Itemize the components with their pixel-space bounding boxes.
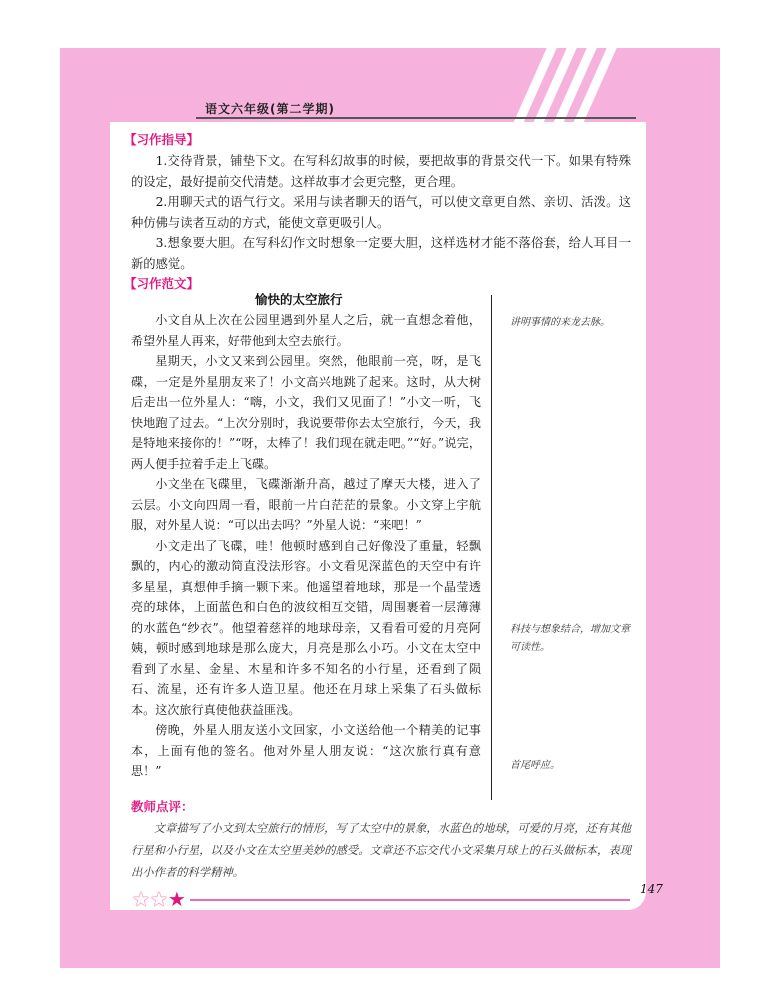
teacher-comment: 文章描写了小文到太空旅行的情形，写了太空中的景象，水蓝色的地球，可爱的月亮，还有其他行星和小行星，以及小文在太空里美妙的感受。文章还不忘交代小文采集月球上的石头做标本，表现出小作者的科学精神。: [131, 822, 631, 879]
essay-title: 愉快的太空旅行: [255, 292, 343, 307]
header-rule: [196, 117, 636, 119]
margin-note-2: 科技与想象结合，增加文章可读性。: [510, 624, 630, 653]
essay-paragraph-3: 小文坐在飞碟里，飞碟渐渐升高，越过了摩天大楼，进入了云层。小文向四周一看，眼前一片白茫茫的景象。小文穿上宇航服，对外星人说：“可以出去吗？”外星人说：“来吧！”: [131, 477, 481, 532]
guide-item-3: 3.想象要大胆。在写科幻作文时想象一定要大胆，这样选材才能不落俗套，给人耳目一新的感觉。: [131, 236, 631, 271]
essay-paragraph-1: 小文自从上次在公园里遇到外星人之后，就一直想念着他，希望外星人再来，好带他到太空去旅行。: [131, 313, 481, 348]
essay-paragraph-2: 星期天，小文又来到公园里。突然，他眼前一亮，呀，是飞碟，一定是外星朋友来了！小文高兴地跳了起来。这时，从大树后走出一位外星人：“嗨，小文，我们又见面了！”小文一听，飞快地跑了过去。“上次分别时，我说要带你去太空旅行，今天，我是特地来接你的！”“呀，太棒了！我们现在就走吧。”“好。”说完，两人便手拉着手走上飞碟。: [131, 354, 481, 471]
essay-paragraph-4: 小文走出了飞碟，哇！他顿时感到自己好像没了重量，轻飘飘的，内心的激动简直没法形容。小文看见深蓝色的天空中有许多星星，真想伸手摘一颗下来。他遥望着地球，那是一个晶莹透亮的球体，上面蓝色和白色的波纹相互交错，周围裹着一层薄薄的水蓝色“纱衣”。他望着慈祥的地球母亲，又看看可爱的月亮阿姨，顿时感到地球是那么庞大，月亮是那么小巧。小文在太空中看到了水星、金星、木星和许多不知名的小行星，还看到了陨石、流星，还有许多人造卫星。他还在月球上采集了石头做标本。这次旅行真使他获益匪浅。: [131, 538, 481, 717]
guide-item-1: 1.交待背景，铺垫下文。在写科幻故事的时候，要把故事的背景交代一下。如果有特殊的设定，最好提前交代清楚。这样故事才会更完整，更合理。: [131, 154, 631, 189]
running-header: 语文六年级(第二学期): [205, 102, 335, 116]
teacher-comment-heading: 教师点评：: [131, 799, 194, 814]
example-heading: 【习作范文】: [124, 276, 200, 291]
star-filled-icon: ★: [167, 887, 186, 911]
star-outline-icon: ★: [149, 887, 168, 911]
guide-heading: 【习作指导】: [124, 132, 200, 147]
margin-note-1: 讲明事情的来龙去脉。: [510, 317, 610, 328]
guide-item-2: 2.用聊天式的语气行文。采用与读者聊天的语气，可以使文章更自然、亲切、活泼。这种仿佛与读者互动的方式，能使文章更吸引人。: [131, 195, 631, 230]
essay-paragraph-5: 傍晚，外星人朋友送小文回家，小文送给他一个精美的记事本，上面有他的签名。他对外星人朋友说：“这次旅行真有意思！”: [131, 723, 481, 778]
star-outline-icon: ★: [132, 887, 150, 911]
rating-stars: [132, 889, 186, 909]
essay-body: [131, 310, 481, 782]
footer-band: [110, 884, 646, 910]
margin-divider: [491, 295, 492, 800]
footer-rule: [190, 899, 630, 901]
margin-note-3: 首尾呼应。: [510, 760, 560, 771]
page-number: 147: [640, 882, 663, 896]
